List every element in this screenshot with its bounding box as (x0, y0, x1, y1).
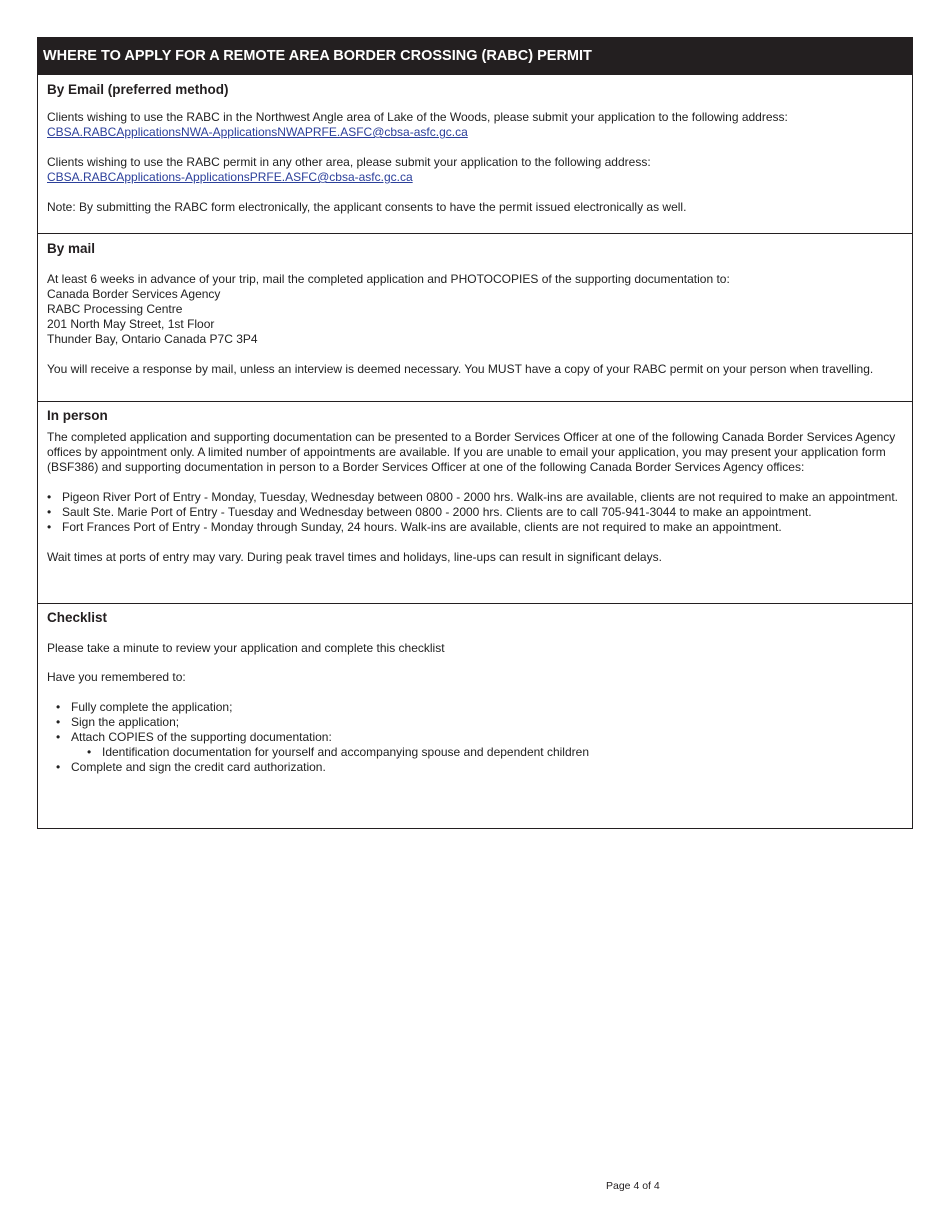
bullet-icon: • (56, 760, 61, 774)
list-item (56, 700, 903, 715)
bullet-icon: • (56, 715, 61, 729)
mail-response-note: You will receive a response by mail, unless an interview is deemed necessary. You MUST have a copy of your RABC permit on your person when travelling. (47, 362, 874, 376)
checklist-section (38, 603, 912, 828)
checklist-identification: Identification documentation for yourself and accompanying spouse and dependent children (102, 745, 589, 759)
email-section (38, 75, 912, 233)
checklist-question: Have you remembered to: (47, 670, 186, 684)
list-item (56, 715, 903, 730)
bullet-icon: • (47, 490, 52, 504)
page-title: WHERE TO APPLY FOR A REMOTE AREA BORDER CROSSING (RABC) PERMIT (38, 38, 912, 75)
rabc-form-page (37, 37, 913, 829)
in-person-section (38, 401, 912, 603)
in-person-heading: In person (47, 408, 108, 423)
address-line: 201 North May Street, 1st Floor (47, 317, 215, 331)
electronic-consent-note: Note: By submitting the RABC form electronically, the applicant consents to have the permit issued electronically as well. (47, 200, 687, 214)
general-email-link[interactable]: CBSA.RABCApplications-ApplicationsPRFE.ASFC@cbsa-asfc.gc.ca (47, 170, 413, 184)
wait-times-note: Wait times at ports of entry may vary. During peak travel times and holidays, line-ups can result in significant delays. (47, 550, 662, 564)
fort-frances-entry: Fort Frances Port of Entry - Monday through Sunday, 24 hours. Walk-ins are available, clients are not required to make an appointment. (62, 520, 782, 534)
email-section-heading: By Email (preferred method) (47, 82, 229, 97)
checklist-items (47, 700, 903, 775)
address-line: Canada Border Services Agency (47, 287, 221, 301)
bullet-icon: • (56, 700, 61, 714)
checklist-complete-application: Fully complete the application; (71, 700, 233, 714)
sault-ste-marie-entry: Sault Ste. Marie Port of Entry - Tuesday and Wednesday between 0800 - 2000 hrs. Clients are to call 705-941-3044 to make an appointment. (62, 505, 812, 519)
checklist-intro: Please take a minute to review your application and complete this checklist (47, 641, 445, 655)
mail-instructions: At least 6 weeks in advance of your trip, mail the completed application and PHOTOCOPIES of the supporting documentation to: (47, 272, 730, 286)
port-of-entry-list (47, 490, 903, 535)
address-line: Thunder Bay, Ontario Canada P7C 3P4 (47, 332, 258, 346)
mail-section (38, 233, 912, 401)
checklist-sign-application: Sign the application; (71, 715, 180, 729)
list-item (47, 490, 903, 505)
in-person-instructions: The completed application and supporting documentation can be presented to a Border Services Officer at one of the following Canada Border Services Agency offices by appointment only. A limited number of appointments are available. If you are unable to email your application, you may present your application form (BSF386) and supporting documentation in person to a Border Services Officer at one of the following Canada Border Services Agency offices: (47, 430, 896, 474)
bullet-icon: • (56, 730, 61, 744)
checklist-sublist (71, 745, 903, 760)
checklist-heading: Checklist (47, 610, 108, 625)
bullet-icon: • (47, 505, 52, 519)
nwa-instructions: Clients wishing to use the RABC in the Northwest Angle area of Lake of the Woods, please submit your application to the following address: (47, 110, 788, 124)
page-number: Page 4 of 4 (606, 1180, 660, 1192)
address-line: RABC Processing Centre (47, 302, 183, 316)
list-item (47, 520, 903, 535)
mailing-address (47, 287, 903, 347)
bullet-icon: • (87, 745, 92, 759)
list-item (56, 760, 903, 775)
other-area-instructions: Clients wishing to use the RABC permit in any other area, please submit your application to the following address: (47, 155, 651, 169)
pigeon-river-entry: Pigeon River Port of Entry - Monday, Tuesday, Wednesday between 0800 - 2000 hrs. Walk-ins are available, clients are not required to make an appointment. (62, 490, 899, 504)
list-item (56, 730, 903, 760)
checklist-credit-card: Complete and sign the credit card authorization. (71, 760, 326, 774)
list-item (47, 505, 903, 520)
checklist-attach-copies: Attach COPIES of the supporting documentation: (71, 730, 332, 744)
mail-section-heading: By mail (47, 241, 96, 256)
list-item (87, 745, 903, 760)
nwa-email-link[interactable]: CBSA.RABCApplicationsNWA-ApplicationsNWAPRFE.ASFC@cbsa-asfc.gc.ca (47, 125, 468, 139)
bullet-icon: • (47, 520, 52, 534)
